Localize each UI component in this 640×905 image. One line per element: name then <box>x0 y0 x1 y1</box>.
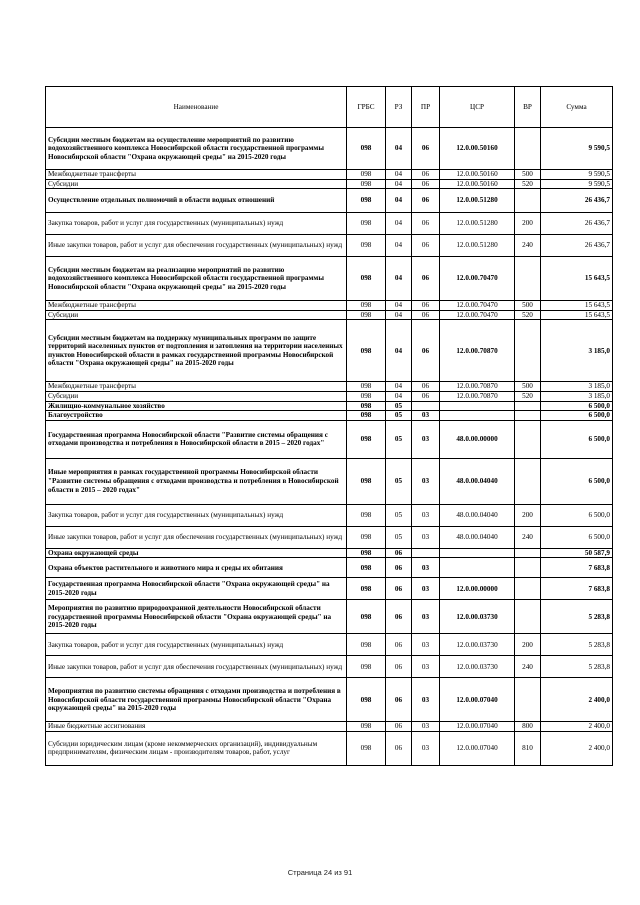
cell-pr: 03 <box>412 558 440 578</box>
cell-pr: 06 <box>412 320 440 382</box>
cell-pr: 03 <box>412 722 440 732</box>
cell-pr: 03 <box>412 678 440 722</box>
cell-csr: 12.0.00.70470 <box>440 257 515 301</box>
cell-rz: 06 <box>386 558 412 578</box>
cell-grbs: 098 <box>347 257 386 301</box>
cell-rz: 05 <box>386 504 412 526</box>
cell-rz: 04 <box>386 213 412 235</box>
table-row <box>46 310 613 320</box>
table-row <box>46 189 613 213</box>
cell-grbs: 098 <box>347 548 386 558</box>
cell-rz: 05 <box>386 420 412 458</box>
cell-name: Жилищно-коммунальное хозяйство <box>46 401 347 411</box>
cell-vr: 810 <box>515 731 541 765</box>
cell-pr <box>412 401 440 411</box>
cell-name: Субсидии <box>46 310 347 320</box>
cell-csr: 12.0.00.70470 <box>440 301 515 311</box>
cell-pr: 06 <box>412 235 440 257</box>
table-header-row <box>46 87 613 128</box>
cell-rz: 04 <box>386 179 412 189</box>
cell-sum: 6 500,0 <box>541 401 613 411</box>
cell-vr: 240 <box>515 656 541 678</box>
cell-sum: 2 400,0 <box>541 731 613 765</box>
cell-pr: 06 <box>412 391 440 401</box>
cell-vr: 200 <box>515 504 541 526</box>
cell-csr <box>440 548 515 558</box>
cell-csr <box>440 411 515 421</box>
cell-vr: 240 <box>515 235 541 257</box>
page-number: Страница 24 из 91 <box>287 868 353 877</box>
table-row <box>46 731 613 765</box>
cell-name: Закупка товаров, работ и услуг для государственных (муниципальных) нужд <box>46 213 347 235</box>
table-row <box>46 213 613 235</box>
cell-vr <box>515 401 541 411</box>
cell-vr <box>515 548 541 558</box>
cell-sum: 6 500,0 <box>541 526 613 548</box>
cell-pr: 06 <box>412 382 440 392</box>
cell-sum: 6 500,0 <box>541 420 613 458</box>
cell-vr <box>515 189 541 213</box>
cell-rz: 05 <box>386 401 412 411</box>
cell-grbs: 098 <box>347 656 386 678</box>
cell-grbs: 098 <box>347 731 386 765</box>
cell-rz: 04 <box>386 391 412 401</box>
cell-name: Иные закупки товаров, работ и услуг для обеспечения государственных (муниципальных) нужд <box>46 656 347 678</box>
cell-csr: 12.0.00.03730 <box>440 600 515 634</box>
cell-pr <box>412 548 440 558</box>
table-body <box>46 128 613 766</box>
cell-name: Иные закупки товаров, работ и услуг для обеспечения государственных (муниципальных) нужд <box>46 235 347 257</box>
cell-vr <box>515 578 541 600</box>
cell-pr: 03 <box>412 420 440 458</box>
cell-csr: 12.0.00.70870 <box>440 320 515 382</box>
cell-pr: 06 <box>412 310 440 320</box>
cell-pr: 03 <box>412 634 440 656</box>
cell-vr: 240 <box>515 526 541 548</box>
cell-grbs: 098 <box>347 722 386 732</box>
cell-vr <box>515 558 541 578</box>
cell-vr: 200 <box>515 213 541 235</box>
cell-name: Закупка товаров, работ и услуг для государственных (муниципальных) нужд <box>46 504 347 526</box>
cell-vr: 500 <box>515 382 541 392</box>
cell-grbs: 098 <box>347 213 386 235</box>
cell-rz: 05 <box>386 526 412 548</box>
cell-csr: 12.0.00.70870 <box>440 382 515 392</box>
cell-csr: 12.0.00.07040 <box>440 722 515 732</box>
cell-sum: 9 590,5 <box>541 179 613 189</box>
cell-grbs: 098 <box>347 678 386 722</box>
cell-name: Мероприятия по развитию системы обращения с отходами производства и потребления в Новосибирской области государственной программы Новосибирской области "Охрана окружающей среды" на 2015-2020 годы <box>46 678 347 722</box>
header-name: Наименование <box>46 87 347 128</box>
cell-csr: 12.0.00.51280 <box>440 189 515 213</box>
cell-grbs: 098 <box>347 420 386 458</box>
cell-pr: 03 <box>412 458 440 504</box>
cell-sum: 50 587,9 <box>541 548 613 558</box>
table-row <box>46 391 613 401</box>
cell-csr: 12.0.00.50160 <box>440 128 515 170</box>
cell-grbs: 098 <box>347 310 386 320</box>
cell-grbs: 098 <box>347 382 386 392</box>
cell-csr: 12.0.00.03730 <box>440 656 515 678</box>
cell-csr <box>440 558 515 578</box>
cell-name: Иные мероприятия в рамках государственной программы Новосибирской области "Развитие системы обращения с отходами производства и потребления в Новосибирской области в 2015 – 2020 годах" <box>46 458 347 504</box>
cell-csr: 12.0.00.03730 <box>440 634 515 656</box>
cell-csr: 12.0.00.50160 <box>440 179 515 189</box>
cell-vr <box>515 678 541 722</box>
cell-sum: 3 185,0 <box>541 382 613 392</box>
cell-csr: 12.0.00.50160 <box>440 170 515 180</box>
cell-csr <box>440 401 515 411</box>
header-grbs: ГРБС <box>347 87 386 128</box>
cell-name: Иные бюджетные ассигнования <box>46 722 347 732</box>
cell-name: Осуществление отдельных полномочий в области водных отношений <box>46 189 347 213</box>
cell-rz: 06 <box>386 656 412 678</box>
table-row <box>46 678 613 722</box>
cell-grbs: 098 <box>347 320 386 382</box>
cell-grbs: 098 <box>347 179 386 189</box>
cell-pr: 03 <box>412 411 440 421</box>
cell-csr: 48.0.00.04040 <box>440 526 515 548</box>
cell-rz: 06 <box>386 634 412 656</box>
cell-sum: 5 283,8 <box>541 634 613 656</box>
table-row <box>46 548 613 558</box>
cell-sum: 5 283,8 <box>541 600 613 634</box>
table-row <box>46 320 613 382</box>
cell-sum: 6 500,0 <box>541 504 613 526</box>
cell-rz: 06 <box>386 678 412 722</box>
cell-grbs: 098 <box>347 600 386 634</box>
cell-name: Государственная программа Новосибирской области "Развитие системы обращения с отходами производства и потребления в Новосибирской области в 2015 – 2020 годах" <box>46 420 347 458</box>
header-pr: ПР <box>412 87 440 128</box>
cell-grbs: 098 <box>347 411 386 421</box>
cell-grbs: 098 <box>347 504 386 526</box>
cell-pr: 06 <box>412 128 440 170</box>
cell-vr: 520 <box>515 179 541 189</box>
table-row <box>46 526 613 548</box>
header-rz: РЗ <box>386 87 412 128</box>
cell-grbs: 098 <box>347 189 386 213</box>
table-row <box>46 411 613 421</box>
cell-name: Субсидии юридическим лицам (кроме некоммерческих организаций), индивидуальным предпринимателям, физическим лицам - производителям товаров, работ, услуг <box>46 731 347 765</box>
cell-rz: 04 <box>386 235 412 257</box>
cell-sum: 6 500,0 <box>541 411 613 421</box>
cell-sum: 15 643,5 <box>541 310 613 320</box>
cell-vr <box>515 411 541 421</box>
cell-grbs: 098 <box>347 578 386 600</box>
cell-pr: 03 <box>412 526 440 548</box>
table-row <box>46 420 613 458</box>
cell-pr: 03 <box>412 731 440 765</box>
cell-vr: 200 <box>515 634 541 656</box>
cell-rz: 06 <box>386 578 412 600</box>
cell-grbs: 098 <box>347 170 386 180</box>
cell-rz: 06 <box>386 731 412 765</box>
cell-name: Закупка товаров, работ и услуг для государственных (муниципальных) нужд <box>46 634 347 656</box>
cell-name: Субсидии местным бюджетам на реализацию мероприятий по развитию водохозяйственного комплекса Новосибирской области государственной программы Новосибирской области "Охрана окружающей среды" на 2015-2020 годы <box>46 257 347 301</box>
cell-grbs: 098 <box>347 401 386 411</box>
cell-grbs: 098 <box>347 391 386 401</box>
cell-sum: 26 436,7 <box>541 213 613 235</box>
cell-name: Благоустройство <box>46 411 347 421</box>
cell-grbs: 098 <box>347 301 386 311</box>
cell-csr: 12.0.00.07040 <box>440 678 515 722</box>
cell-grbs: 098 <box>347 235 386 257</box>
table-row <box>46 722 613 732</box>
cell-name: Межбюджетные трансферты <box>46 301 347 311</box>
cell-rz: 04 <box>386 128 412 170</box>
cell-vr <box>515 257 541 301</box>
cell-sum: 9 590,5 <box>541 170 613 180</box>
cell-sum: 7 683,8 <box>541 578 613 600</box>
cell-rz: 04 <box>386 257 412 301</box>
cell-name: Иные закупки товаров, работ и услуг для обеспечения государственных (муниципальных) нужд <box>46 526 347 548</box>
table-row <box>46 578 613 600</box>
cell-pr: 06 <box>412 213 440 235</box>
cell-csr: 48.0.00.00000 <box>440 420 515 458</box>
cell-grbs: 098 <box>347 558 386 578</box>
cell-vr: 520 <box>515 391 541 401</box>
cell-vr: 800 <box>515 722 541 732</box>
cell-name: Субсидии <box>46 391 347 401</box>
cell-pr: 03 <box>412 656 440 678</box>
cell-name: Межбюджетные трансферты <box>46 382 347 392</box>
cell-vr: 520 <box>515 310 541 320</box>
cell-csr: 12.0.00.70870 <box>440 391 515 401</box>
table-row <box>46 257 613 301</box>
cell-csr: 12.0.00.51280 <box>440 213 515 235</box>
table-row <box>46 170 613 180</box>
cell-name: Субсидии местным бюджетам на осуществление мероприятий по развитию водохозяйственного комплекса Новосибирской области государственной программы Новосибирской области "Охрана окружающей среды" на 2015-2020 годы <box>46 128 347 170</box>
cell-sum: 5 283,8 <box>541 656 613 678</box>
cell-csr: 12.0.00.07040 <box>440 731 515 765</box>
cell-sum: 7 683,8 <box>541 558 613 578</box>
cell-vr: 500 <box>515 301 541 311</box>
table-row <box>46 458 613 504</box>
cell-sum: 2 400,0 <box>541 678 613 722</box>
cell-name: Охрана окружающей среды <box>46 548 347 558</box>
cell-csr: 12.0.00.51280 <box>440 235 515 257</box>
cell-vr <box>515 420 541 458</box>
cell-pr: 03 <box>412 600 440 634</box>
cell-sum: 26 436,7 <box>541 189 613 213</box>
table-row <box>46 600 613 634</box>
cell-csr: 48.0.00.04040 <box>440 458 515 504</box>
cell-rz: 04 <box>386 382 412 392</box>
cell-rz: 06 <box>386 600 412 634</box>
cell-pr: 06 <box>412 257 440 301</box>
cell-sum: 6 500,0 <box>541 458 613 504</box>
cell-vr: 500 <box>515 170 541 180</box>
cell-name: Государственная программа Новосибирской области "Охрана окружающей среды" на 2015-2020 годы <box>46 578 347 600</box>
cell-sum: 9 590,5 <box>541 128 613 170</box>
cell-csr: 12.0.00.00000 <box>440 578 515 600</box>
table-row <box>46 558 613 578</box>
cell-grbs: 098 <box>347 128 386 170</box>
cell-pr: 06 <box>412 301 440 311</box>
cell-pr: 06 <box>412 189 440 213</box>
cell-rz: 04 <box>386 170 412 180</box>
table-row <box>46 634 613 656</box>
cell-rz: 04 <box>386 320 412 382</box>
cell-sum: 15 643,5 <box>541 301 613 311</box>
header-vr: ВР <box>515 87 541 128</box>
cell-pr: 03 <box>412 504 440 526</box>
cell-rz: 05 <box>386 458 412 504</box>
cell-sum: 3 185,0 <box>541 320 613 382</box>
cell-rz: 06 <box>386 548 412 558</box>
cell-vr <box>515 128 541 170</box>
cell-name: Охрана объектов растительного и животного мира и среды их обитания <box>46 558 347 578</box>
cell-grbs: 098 <box>347 634 386 656</box>
cell-name: Межбюджетные трансферты <box>46 170 347 180</box>
table-row <box>46 179 613 189</box>
cell-rz: 04 <box>386 310 412 320</box>
cell-grbs: 098 <box>347 526 386 548</box>
cell-rz: 04 <box>386 301 412 311</box>
cell-name: Субсидии местным бюджетам на поддержку муниципальных программ по защите территорий населенных пунктов от подтопления и затопления на территории населенных пунктов Новосибирской области в рамках государственной программы Новосибирской области "Охрана окружающей среды" на 2015-2020 годы <box>46 320 347 382</box>
cell-sum: 3 185,0 <box>541 391 613 401</box>
table-row <box>46 235 613 257</box>
table-row <box>46 656 613 678</box>
table-row <box>46 128 613 170</box>
table-row <box>46 382 613 392</box>
cell-rz: 05 <box>386 411 412 421</box>
cell-name: Мероприятия по развитию природоохранной деятельности Новосибирской области государственной программы Новосибирской области "Охрана окружающей среды" на 2015-2020 годы <box>46 600 347 634</box>
cell-sum: 15 643,5 <box>541 257 613 301</box>
cell-sum: 2 400,0 <box>541 722 613 732</box>
budget-table <box>45 86 613 766</box>
table-row <box>46 504 613 526</box>
cell-csr: 12.0.00.70470 <box>440 310 515 320</box>
cell-pr: 03 <box>412 578 440 600</box>
table-row <box>46 401 613 411</box>
cell-pr: 06 <box>412 170 440 180</box>
table-row <box>46 301 613 311</box>
cell-pr: 06 <box>412 179 440 189</box>
header-csr: ЦСР <box>440 87 515 128</box>
cell-name: Субсидии <box>46 179 347 189</box>
cell-csr: 48.0.00.04040 <box>440 504 515 526</box>
cell-sum: 26 436,7 <box>541 235 613 257</box>
header-sum: Сумма <box>541 87 613 128</box>
cell-rz: 06 <box>386 722 412 732</box>
cell-rz: 04 <box>386 189 412 213</box>
cell-vr <box>515 600 541 634</box>
cell-grbs: 098 <box>347 458 386 504</box>
cell-vr <box>515 320 541 382</box>
budget-table-container <box>45 86 612 766</box>
cell-vr <box>515 458 541 504</box>
